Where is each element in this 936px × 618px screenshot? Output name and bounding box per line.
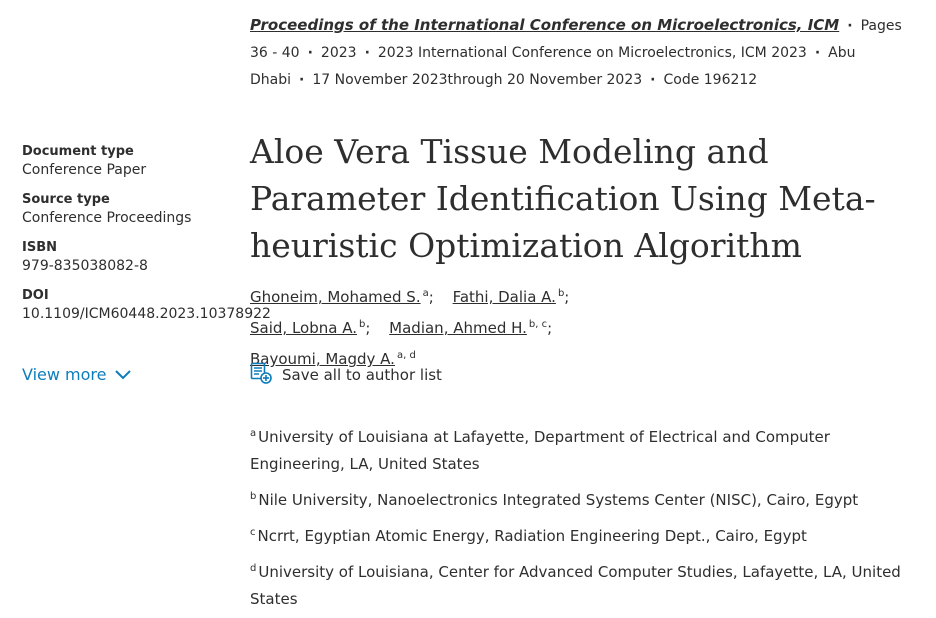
author-list (250, 280, 910, 373)
separator-dot: · (814, 45, 821, 61)
affiliation-item (250, 519, 920, 550)
author-item: Madian, Ahmed H. $^{b, c}$; (389, 319, 553, 337)
document-metadata (22, 138, 271, 336)
source-type-label: Source type (22, 192, 110, 207)
isbn-value: 979-835038082-8 (22, 258, 148, 274)
author-link[interactable]: Fathi, Dalia A. (452, 288, 556, 306)
affiliation-text: University of Louisiana at Lafayette, Department of Electrical and Computer Engineering, LA, United States (250, 428, 830, 473)
journal-link[interactable]: Proceedings of the International Conference on Microelectronics, ICM (250, 16, 840, 34)
affiliation-item (250, 420, 920, 478)
affiliation-marker: d (250, 563, 257, 574)
author-item: Fathi, Dalia A. $^b$; (452, 288, 570, 306)
conference-dates: 17 November 2023through 20 November 2023 (312, 72, 643, 88)
source-type-value: Conference Proceedings (22, 210, 192, 226)
author-link[interactable]: Bayoumi, Magdy A. (250, 350, 395, 368)
affiliation-list (250, 420, 920, 618)
conference-location: Abu Dhabi (250, 45, 856, 88)
document-title: Aloe Vera Tissue Modeling and Parameter Identification Using Meta-heuristic Optimization Algorithm (250, 132, 876, 265)
affiliation-marker: c (250, 527, 256, 538)
affiliation-marker: b, c (528, 319, 548, 330)
separator-dot: · (364, 45, 370, 61)
affiliation-marker: b (358, 319, 366, 330)
save-all-authors-button[interactable] (250, 362, 442, 388)
doc-type-label: Document type (22, 144, 134, 159)
conference-code: Code 196212 (663, 72, 758, 88)
doi-value: 10.1109/ICM60448.2023.10378922 (22, 306, 271, 322)
separator-dot: · (307, 45, 313, 61)
affiliation-marker: b (557, 288, 565, 299)
affiliation-marker: a, d (396, 350, 416, 361)
affiliation-marker: a (250, 428, 257, 439)
view-more-label: View more (22, 365, 107, 384)
pages: Pages 36 - 40 (250, 18, 902, 61)
affiliation-marker: b (250, 491, 257, 502)
separator-dot: · (847, 18, 853, 34)
save-all-label: Save all to author list (282, 366, 442, 384)
separator-dot: · (650, 72, 656, 88)
affiliation-item (250, 483, 920, 514)
author-link[interactable]: Said, Lobna A. (250, 319, 357, 337)
author-list-add-icon (250, 362, 272, 388)
view-more-button[interactable] (22, 365, 131, 384)
separator-dot: · (299, 72, 305, 88)
affiliation-text: Ncrrt, Egyptian Atomic Energy, Radiation Engineering Dept., Cairo, Egypt (257, 527, 807, 545)
author-link[interactable]: Madian, Ahmed H. (389, 319, 527, 337)
author-item: Ghoneim, Mohamed S. $^a$; (250, 288, 434, 306)
affiliation-item (250, 555, 920, 613)
source-info (250, 12, 922, 94)
doi-label: DOI (22, 288, 49, 303)
author-link[interactable]: Ghoneim, Mohamed S. (250, 288, 421, 306)
isbn-label: ISBN (22, 240, 57, 255)
conference-name: 2023 International Conference on Microelectronics, ICM 2023 (377, 45, 807, 61)
affiliation-text: University of Louisiana, Center for Advanced Computer Studies, Lafayette, LA, United States (250, 563, 901, 608)
doc-type-value: Conference Paper (22, 162, 147, 178)
year: 2023 (320, 45, 357, 61)
chevron-down-icon (115, 365, 131, 384)
affiliation-marker: a (422, 288, 429, 299)
affiliation-text: Nile University, Nanoelectronics Integrated Systems Center (NISC), Cairo, Egypt (258, 491, 859, 509)
author-item: Said, Lobna A. $^b$; (250, 319, 371, 337)
